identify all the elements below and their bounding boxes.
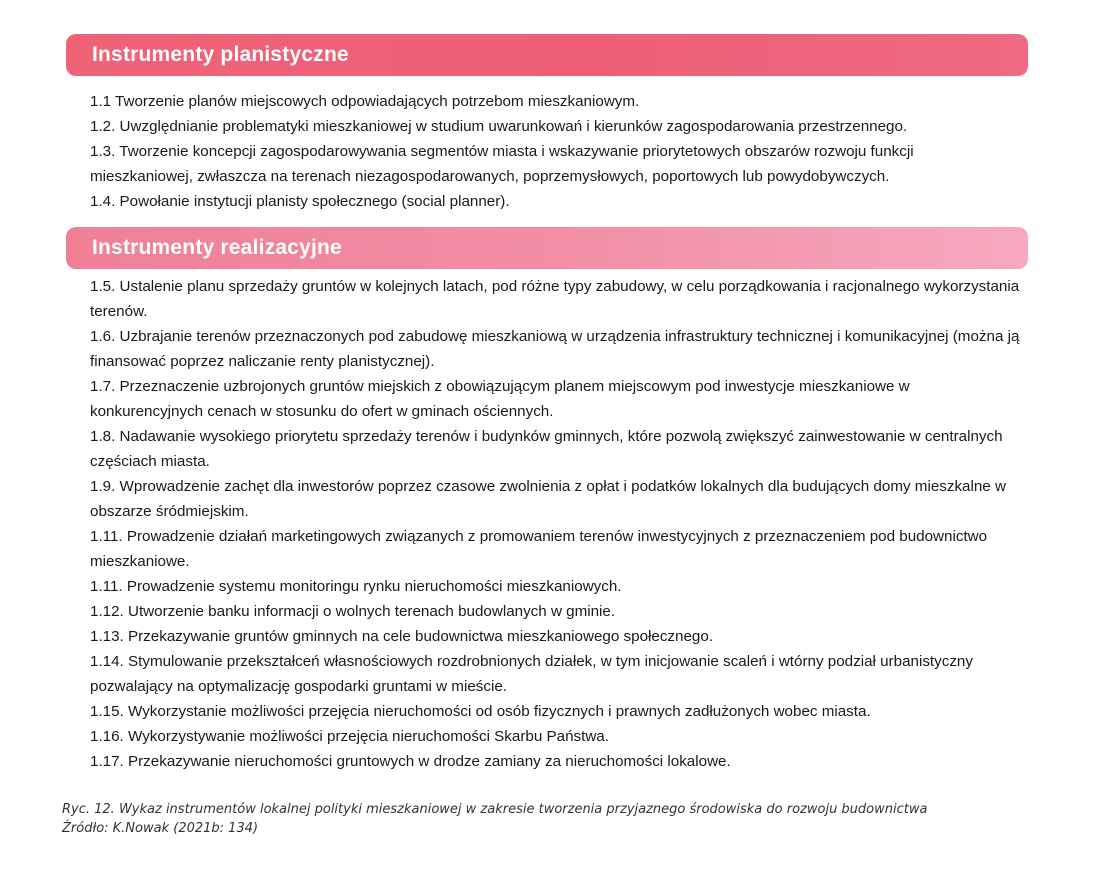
list-item: 1.5. Ustalenie planu sprzedaży gruntów w kolejnych latach, pod różne typy zabudowy, w celu porządkowania i racjonalnego wykorzystania terenów. bbox=[90, 278, 1020, 320]
list-item: 1.9. Wprowadzenie zachęt dla inwestorów poprzez czasowe zwolnienia z opłat i podatków lokalnych dla budujących domy mieszkalne w obszarze śródmiejskim. bbox=[90, 478, 1006, 520]
list-item: 1.1 Tworzenie planów miejscowych odpowiadających potrzebom mieszkaniowym. bbox=[90, 93, 640, 110]
implementation-instruments-list bbox=[90, 274, 1020, 774]
list-item: 1.13. Przekazywanie gruntów gminnych na cele budownictwa mieszkaniowego społecznego. bbox=[90, 628, 714, 645]
list-item: 1.16. Wykorzystywanie możliwości przejęcia nieruchomości Skarbu Państwa. bbox=[90, 728, 609, 745]
list-item: 1.4. Powołanie instytucji planisty społecznego (social planner). bbox=[90, 193, 510, 210]
list-item: 1.8. Nadawanie wysokiego priorytetu sprzedaży terenów i budynków gminnych, które pozwolą zwiększyć zainwestowanie w centralnych częściach miasta. bbox=[90, 428, 1003, 470]
figure-caption bbox=[62, 800, 1062, 838]
list-item: 1.7. Przeznaczenie uzbrojonych gruntów miejskich z obowiązującym planem miejscowym pod inwestycje mieszkaniowe w konkurencyjnych cenach w stosunku do ofert w gminach ościennych. bbox=[90, 378, 910, 420]
section-title: Instrumenty realizacyjne bbox=[92, 236, 342, 259]
list-item: 1.3. Tworzenie koncepcji zagospodarowywania segmentów miasta i wskazywanie priorytetowych obszarów rozwoju funkcji mieszkaniowej, zwłaszcza na terenach niezagospodarowanych, poprzemysłowych, poportowych lub powydobywczych. bbox=[90, 143, 914, 185]
list-item: 1.12. Utworzenie banku informacji o wolnych terenach budowlanych w gminie. bbox=[90, 603, 616, 620]
planning-instruments-list bbox=[90, 89, 1020, 214]
list-item: 1.11. Prowadzenie systemu monitoringu rynku nieruchomości mieszkaniowych. bbox=[90, 578, 622, 595]
list-item: 1.14. Stymulowanie przekształceń własnościowych rozdrobnionych działek, w tym inicjowanie scaleń i wtórny podział urbanistyczny pozwalający na optymalizację gospodarki gruntami w mieście. bbox=[90, 653, 973, 695]
list-item: 1.15. Wykorzystanie możliwości przejęcia nieruchomości od osób fizycznych i prawnych zadłużonych wobec miasta. bbox=[90, 703, 871, 720]
caption-title: Ryc. 12. Wykaz instrumentów lokalnej polityki mieszkaniowej w zakresie tworzenia przyjaznego środowiska do rozwoju budownictwa bbox=[62, 802, 928, 817]
list-item: 1.2. Uwzględnianie problematyki mieszkaniowej w studium uwarunkowań i kierunków zagospodarowania przestrzennego. bbox=[90, 118, 908, 135]
section-header-realizacyjne bbox=[66, 227, 1028, 269]
list-item: 1.6. Uzbrajanie terenów przeznaczonych pod zabudowę mieszkaniową w urządzenia infrastruktury technicznej i komunikacyjnej (można ją finansować poprzez naliczanie renty planistycznej). bbox=[90, 328, 1020, 370]
section-header-planistyczne bbox=[66, 34, 1028, 76]
list-item: 1.11. Prowadzenie działań marketingowych związanych z promowaniem terenów inwestycyjnych z przeznaczeniem pod budownictwo mieszkaniowe. bbox=[90, 528, 988, 570]
list-item: 1.17. Przekazywanie nieruchomości gruntowych w drodze zamiany za nieruchomości lokalowe. bbox=[90, 753, 731, 770]
caption-source: Źródło: K.Nowak (2021b: 134) bbox=[62, 821, 259, 836]
section-title: Instrumenty planistyczne bbox=[92, 43, 349, 66]
